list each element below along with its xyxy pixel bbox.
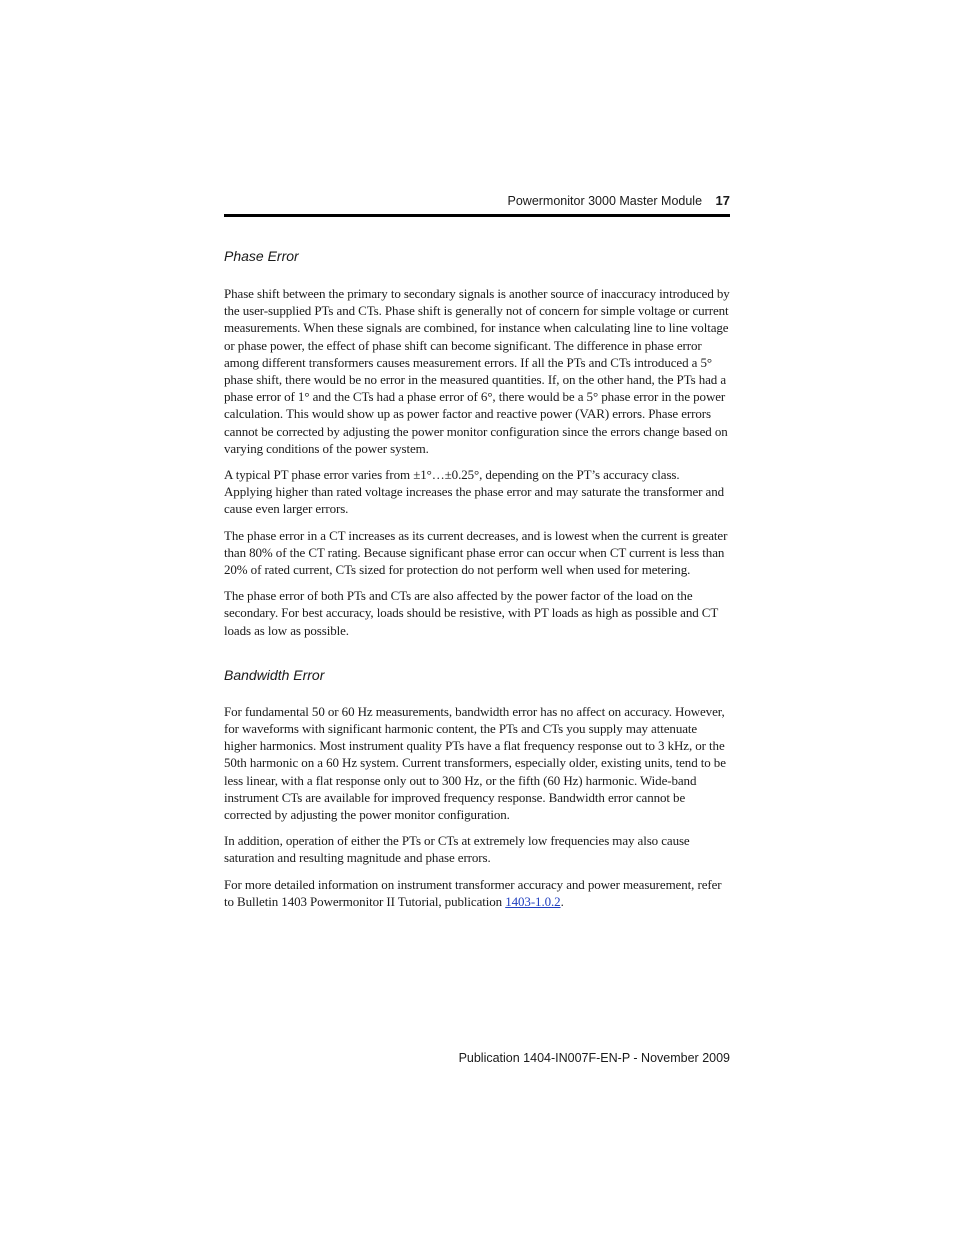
page-footer <box>224 1048 730 1068</box>
paragraph: A typical PT phase error varies from ±1°…±0.25°, depending on the PT’s accuracy class. Applying higher than rated voltage increases the phase error and may saturate the transformer and cause even larger errors. <box>224 467 724 517</box>
page-header <box>224 190 730 212</box>
paragraph: The phase error of both PTs and CTs are also affected by the power factor of the load on the secondary. For best accuracy, loads should be resistive, with PT loads as high as possible and CT loads as low as possible. <box>224 588 718 638</box>
header-rule <box>224 214 730 217</box>
paragraph-text: For more detailed information on instrument transformer accuracy and power measurement, refer to Bulletin 1403 Powermonitor II Tutorial, publication <box>224 876 722 909</box>
header-title: Powermonitor 3000 Master Module <box>507 194 703 208</box>
page-content <box>224 246 730 919</box>
paragraph: The phase error in a CT increases as its current decreases, and is lowest when the current is greater than 80% of the CT rating. Because significant phase error can occur when CT current is less than 20% of rated current, CTs sized for protection do not perform well when used for metering. <box>224 527 728 578</box>
publication-info: Publication 1404-IN007F-EN-P - November 2009 <box>458 1051 730 1065</box>
paragraph: For fundamental 50 or 60 Hz measurements, bandwidth error has no affect on accuracy. However, for waveforms with significant harmonic content, the PTs and CTs you supply may attenuate higher harmonics. Most instrument quality PTs have a flat frequency response out to 3 kHz, or the 50th harmonic on a 60 Hz system. Current transformers, especially older, existing units, tend to be less linear, with a flat response only out to 300 Hz, or the fifth (60 Hz) harmonic. Wide-band instrument CTs are available for improved frequency response. Bandwidth error cannot be corrected by adjusting the power monitor configuration. <box>224 703 726 823</box>
section-heading-bandwidth-error: Bandwidth Error <box>224 666 325 683</box>
section-heading-phase-error: Phase Error <box>224 248 299 264</box>
paragraph: In addition, operation of either the PTs or CTs at extremely low frequencies may also cause saturation and resulting magnitude and phase errors. <box>224 833 690 866</box>
page-number: 17 <box>715 193 730 208</box>
paragraph-with-link <box>224 876 730 910</box>
paragraph-text-end: . <box>560 893 564 909</box>
publication-link[interactable]: 1403-1.0.2 <box>505 893 561 909</box>
paragraph: Phase shift between the primary to secondary signals is another source of inaccuracy introduced by the user-supplied PTs and CTs. Phase shift is generally not of concern for simple voltage or current measurements. When these signals are combined, for instance when calculating line to line voltage or phase power, the effect of phase shift can become significant. The difference in phase error among different transformers causes measurement errors. If all the PTs and CTs introduced a 5° phase shift, there would be no error in the measured quantities. If, on the other hand, the PTs had a phase error of 1° and the CTs had a phase error of 6°, there would be a 5° phase error in the power calculation. This would show up as power factor and reactive power (VAR) errors. Phase errors cannot be corrected by adjusting the power monitor configuration since the errors change based on varying conditions of the power system. <box>224 286 730 456</box>
